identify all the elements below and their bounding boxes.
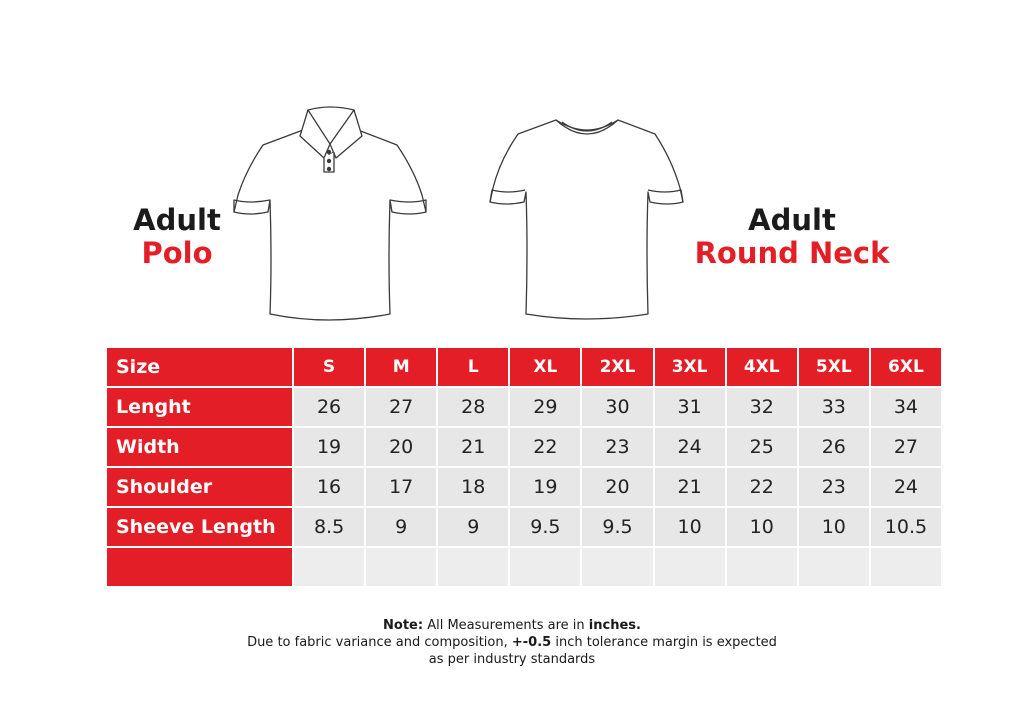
table-cell: 9 [366, 508, 436, 546]
table-cell [655, 548, 725, 586]
table-cell: 33 [799, 388, 869, 426]
table-cell: 9 [438, 508, 508, 546]
table-cell [727, 548, 797, 586]
table-cell: 10 [727, 508, 797, 546]
table-cell: 21 [438, 428, 508, 466]
note-line2-pre: Due to fabric variance and composition, [247, 635, 508, 650]
size-header-cell: 4XL [727, 348, 797, 386]
table-cell: 22 [727, 468, 797, 506]
table-row [107, 388, 941, 426]
polo-shirt-icon [228, 100, 433, 330]
note-unit: inches. [588, 618, 641, 633]
table-cell [871, 548, 941, 586]
note-text: All Measurements are in [427, 618, 585, 633]
table-cell: 24 [655, 428, 725, 466]
table-row [107, 428, 941, 466]
table-cell: 29 [510, 388, 580, 426]
row-label: Width [107, 428, 292, 466]
measurement-note [150, 617, 874, 668]
size-chart-table [105, 346, 943, 588]
table-cell: 32 [727, 388, 797, 426]
size-header-cell: 5XL [799, 348, 869, 386]
round-neck-caption-line1: Adult [748, 203, 836, 237]
table-cell [510, 548, 580, 586]
table-cell: 23 [582, 428, 652, 466]
table-cell: 18 [438, 468, 508, 506]
table-cell [438, 548, 508, 586]
table-cell: 17 [366, 468, 436, 506]
size-header-cell: S [294, 348, 364, 386]
size-header-cell: L [438, 348, 508, 386]
table-cell: 9.5 [582, 508, 652, 546]
table-row [107, 508, 941, 546]
note-line2-post: inch tolerance margin is expected [555, 635, 777, 650]
table-row [107, 468, 941, 506]
table-cell: 30 [582, 388, 652, 426]
polo-caption-line1: Adult [133, 203, 221, 237]
size-header-cell: 6XL [871, 348, 941, 386]
table-cell: 26 [799, 428, 869, 466]
table-cell: 26 [294, 388, 364, 426]
table-cell: 10.5 [871, 508, 941, 546]
round-neck-caption [683, 204, 901, 270]
table-cell: 22 [510, 428, 580, 466]
table-cell: 8.5 [294, 508, 364, 546]
size-header-row [107, 348, 941, 386]
row-label: Lenght [107, 388, 292, 426]
table-cell: 20 [366, 428, 436, 466]
table-cell: 19 [510, 468, 580, 506]
round-neck-tshirt-icon [484, 110, 689, 330]
table-cell: 31 [655, 388, 725, 426]
size-header-cell: 3XL [655, 348, 725, 386]
row-label [107, 548, 292, 586]
table-cell: 19 [294, 428, 364, 466]
table-cell: 16 [294, 468, 364, 506]
table-cell [582, 548, 652, 586]
polo-caption [110, 204, 244, 270]
table-cell: 27 [871, 428, 941, 466]
table-cell [366, 548, 436, 586]
note-tolerance: +-0.5 [511, 635, 552, 650]
row-label: Sheeve Length [107, 508, 292, 546]
note-line-3: as per industry standards [428, 652, 596, 667]
table-cell: 28 [438, 388, 508, 426]
table-cell: 10 [799, 508, 869, 546]
table-cell: 10 [655, 508, 725, 546]
table-cell [799, 548, 869, 586]
table-cell: 21 [655, 468, 725, 506]
table-row-empty [107, 548, 941, 586]
table-cell: 24 [871, 468, 941, 506]
size-header-cell: M [366, 348, 436, 386]
note-label: Note: [383, 618, 424, 633]
table-cell: 23 [799, 468, 869, 506]
table-cell: 34 [871, 388, 941, 426]
note-line-1 [150, 617, 874, 634]
round-neck-caption-line2: Round Neck [694, 236, 890, 270]
note-line-2 [150, 634, 874, 651]
table-cell: 9.5 [510, 508, 580, 546]
polo-caption-line2: Polo [141, 236, 213, 270]
table-cell: 20 [582, 468, 652, 506]
size-header-cell: XL [510, 348, 580, 386]
table-cell: 25 [727, 428, 797, 466]
size-header-cell: 2XL [582, 348, 652, 386]
table-cell [294, 548, 364, 586]
table-cell: 27 [366, 388, 436, 426]
size-header-label: Size [107, 348, 292, 386]
row-label: Shoulder [107, 468, 292, 506]
